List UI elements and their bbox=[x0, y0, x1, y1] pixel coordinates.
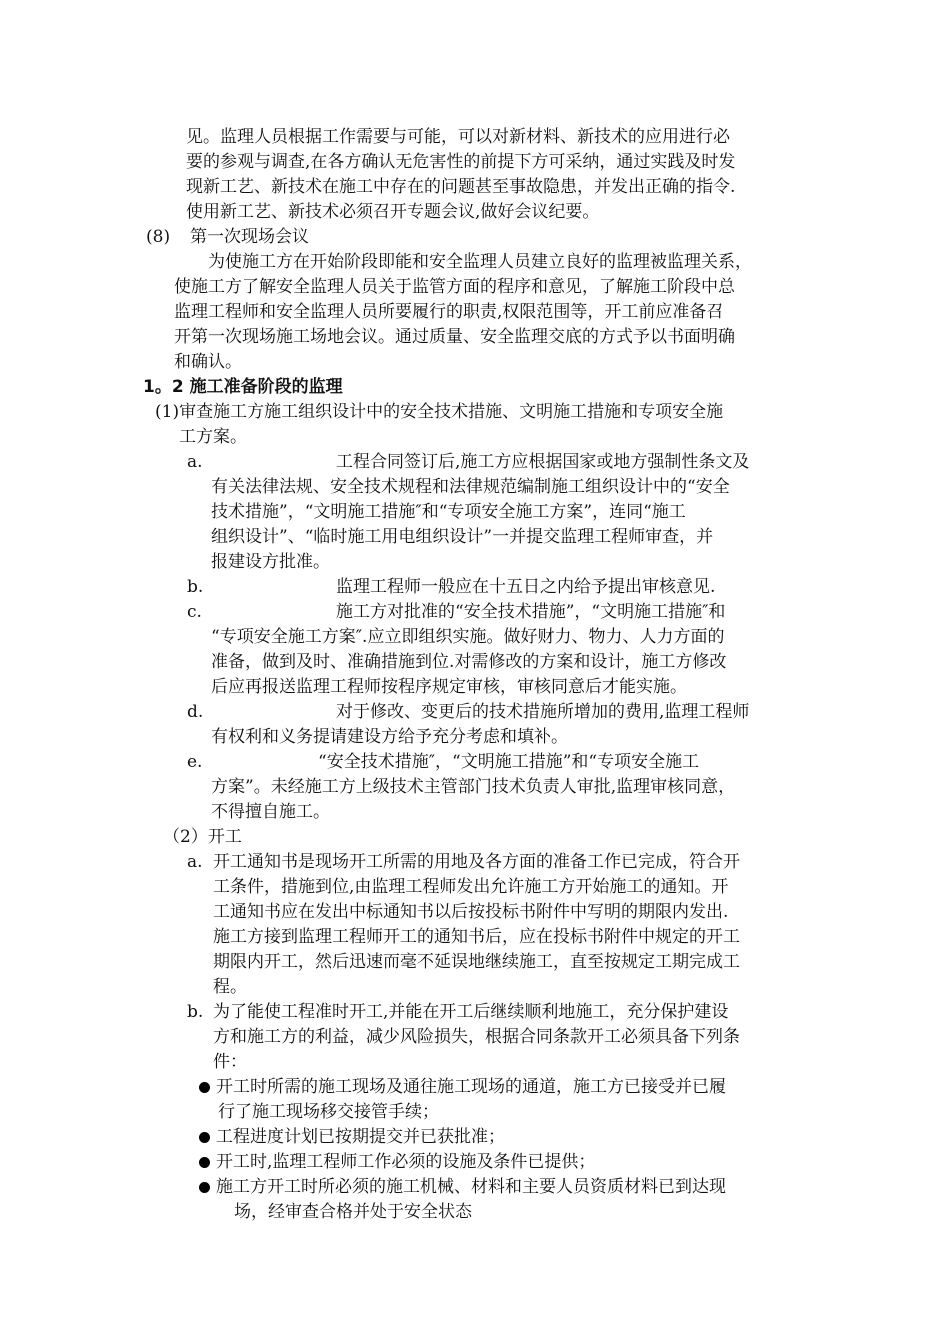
text-line: 期限内开工，然后迅速而毫不延误地继续施工，直至按规定工期完成工 bbox=[213, 952, 740, 972]
text-line: 行了施工现场移交接管手续； bbox=[218, 1102, 439, 1122]
text-line: 监理工程师一般应在十五日之内给予提出审核意见. bbox=[336, 577, 716, 597]
text-line: 后应再报送监理工程师按程序规定审核，审核同意后才能实施。 bbox=[211, 677, 687, 697]
text-line: 准备，做到及时、准确措施到位.对需修改的方案和设计，施工方修改 bbox=[211, 652, 727, 672]
item-title: （2）开工 bbox=[163, 827, 242, 847]
text-line: 方和施工方的利益，减少风险损失，根据合同条款开工必须具备下列条 bbox=[213, 1027, 740, 1047]
text-line: 开第一次现场施工场地会议。通过质量、安全监理交底的方式予以书面明确 bbox=[174, 327, 735, 347]
item-number: (8) bbox=[146, 227, 171, 247]
text-line: 有权利和义务提请建设方给予充分考虑和填补。 bbox=[211, 727, 568, 747]
subitem-label: c. bbox=[187, 602, 202, 622]
bullet-icon bbox=[199, 1182, 210, 1193]
subitem-label: d. bbox=[187, 702, 204, 722]
section-heading: 1。2 施工准备阶段的监理 bbox=[143, 377, 343, 397]
bullet-icon bbox=[199, 1132, 210, 1143]
text-line: “专项安全施工方案″.应立即组织实施。做好财力、物力、人力方面的 bbox=[211, 627, 725, 647]
subitem-label: e. bbox=[187, 752, 203, 772]
subitem-label: a. bbox=[187, 452, 203, 472]
text-line: 件： bbox=[213, 1052, 247, 1072]
list-item: 工程进度计划已按期提交并已获批准； bbox=[216, 1127, 505, 1147]
text-line: 使用新工艺、新技术必须召开专题会议,做好会议纪要。 bbox=[186, 202, 600, 222]
text-line: 对于修改、变更后的技术措施所增加的费用,监理工程师 bbox=[336, 702, 750, 722]
item-title: 第一次现场会议 bbox=[190, 227, 309, 247]
subitem-label: b. bbox=[187, 1002, 204, 1022]
list-item: 开工时,监理工程师工作必须的设施及条件已提供； bbox=[216, 1152, 596, 1172]
text-line: 监理工程师和安全监理人员所要履行的职责,权限范围等，开工前应准备召 bbox=[174, 302, 724, 322]
subitem-label: a. bbox=[187, 852, 203, 872]
text-line: 报建设方批准。 bbox=[211, 552, 330, 572]
bullet-icon bbox=[199, 1157, 210, 1168]
text-line: 为使施工方在开始阶段即能和安全监理人员建立良好的监理被监理关系， bbox=[208, 252, 752, 272]
text-line: 工通知书应在发出中标通知书以后按投标书附件中写明的期限内发出. bbox=[213, 902, 729, 922]
text-line: 工方案。 bbox=[179, 427, 247, 447]
text-line: 方案”。未经施工方上级技术主管部门技术负责人审批,监理审核同意， bbox=[211, 777, 736, 797]
text-line: 开工通知书是现场开工所需的用地及各方面的准备工作已完成，符合开 bbox=[213, 852, 740, 872]
text-line: 技术措施”，“文明施工措施″和“专项安全施工方案”，连同“施工 bbox=[211, 502, 686, 522]
text-line: 不得擅自施工。 bbox=[211, 802, 330, 822]
text-line: 工程合同签订后,施工方应根据国家或地方强制性条文及 bbox=[336, 452, 750, 472]
text-line: 场，经审查合格并处于安全状态 bbox=[234, 1202, 472, 1222]
subitem-label: b. bbox=[187, 577, 204, 597]
list-item: 施工方开工时所必须的施工机械、材料和主要人员资质材料已到达现 bbox=[216, 1177, 726, 1197]
text-line: 工条件，措施到位,由监理工程师发出允许施工方开始施工的通知。开 bbox=[213, 877, 729, 897]
text-line: 施工方对批准的“安全技术措施”，“文明施工措施″和 bbox=[336, 602, 726, 622]
text-line: 现新工艺、新技术在施工中存在的问题甚至事故隐患，并发出正确的指令. bbox=[186, 177, 736, 197]
text-line: 程。 bbox=[213, 977, 247, 997]
text-line: 有关法律法规、安全技术规程和法律规范编制施工组织设计中的“安全 bbox=[211, 477, 730, 497]
text-line: 使施工方了解安全监理人员关于监管方面的程序和意见，了解施工阶段中总 bbox=[174, 277, 735, 297]
bullet-icon bbox=[199, 1082, 210, 1093]
text-line: 组织设计”、“临时施工用电组织设计”一并提交监理工程师审查，并 bbox=[211, 527, 714, 547]
list-item: 开工时所需的施工现场及通往施工现场的通道，施工方已接受并已履 bbox=[216, 1077, 726, 1097]
text-line: 要的参观与调查,在各方确认无危害性的前提下方可采纳，通过实践及时发 bbox=[186, 152, 736, 172]
text-line: “安全技术措施″，“文明施工措施”和“专项安全施工 bbox=[318, 752, 700, 772]
text-line: 为了能使工程准时开工,并能在开工后继续顺利地施工，充分保护建设 bbox=[213, 1002, 729, 1022]
text-line: 见。监理人员根据工作需要与可能，可以对新材料、新技术的应用进行必 bbox=[186, 127, 730, 147]
item-title: (1)审查施工方施工组织设计中的安全技术措施、文明施工措施和专项安全施 bbox=[155, 402, 724, 422]
text-line: 和确认。 bbox=[174, 352, 242, 372]
text-line: 施工方接到监理工程师开工的通知书后，应在投标书附件中规定的开工 bbox=[213, 927, 740, 947]
